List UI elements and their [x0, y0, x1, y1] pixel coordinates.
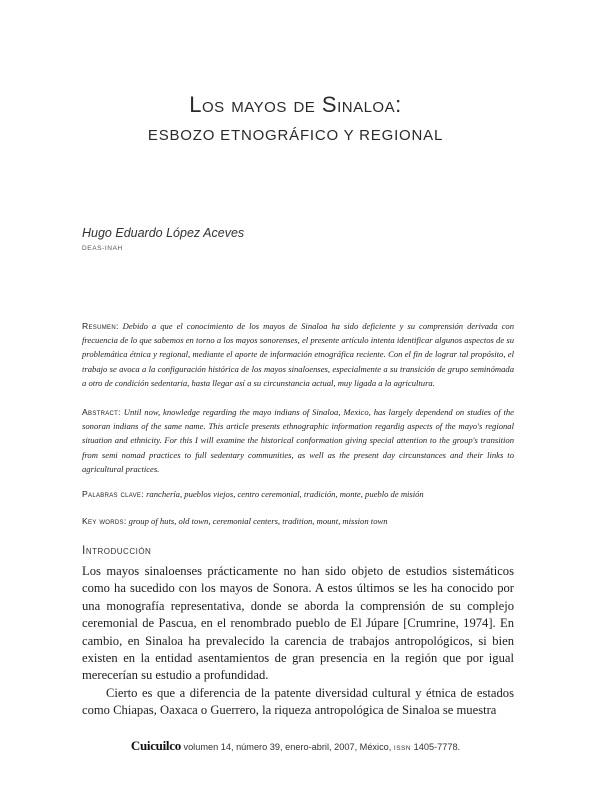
abstract-text: Until now, knowledge regarding the mayo indians of Sinaloa, Mexico, has largely dependend on studies of the sonoran indians of the same name. This article presents ethnographic information regardig aspects of the mayo's regional situation and ethnicity. For this I will examine the historical conformation giving special attention to the group's transition from semi nomad practices to full sedentary communities, as well as the present day circunstances and their links to agricultural practices. [82, 407, 514, 474]
abstract-paragraph [82, 405, 514, 476]
resumen-paragraph [82, 319, 514, 390]
abstract-label: Abstract: [82, 407, 121, 417]
section-heading: Introducción [82, 543, 152, 557]
body-paragraph-1: Los mayos sinaloenses prácticamente no han sido objeto de estudios sistemáticos como ha sucedido con los mayos de Sonora. A estos últimos se les ha conocido por una monografía representativa, donde se aborda la comprensión de su complejo ceremonial de Pascua, en el renombrado pueblo de El Júpare [Crumrine, 1974]. En cambio, en Sinaloa ha prevalecido la carencia de trabajos antropológicos, si bien existen en la entidad asentamientos de gran presencia en la región que por igual merecerían su estudio a profundidad. [82, 564, 514, 683]
palabras-clave-label: Palabras clave: [82, 489, 144, 499]
author-name: Hugo Eduardo López Aceves [82, 226, 245, 240]
key-words-paragraph [82, 514, 514, 528]
key-words-text: group of huts, old town, ceremonial centers, tradition, mount, mission town [128, 516, 388, 526]
body-paragraph-2: Cierto es que a diferencia de la patente diversidad cultural y étnica de estados como Chiapas, Oaxaca o Guerrero, la riqueza antropológica de Sinaloa se muestra [82, 685, 514, 718]
issn-number: 1405-7778. [413, 742, 461, 752]
issn-label: ISSN [393, 745, 412, 752]
page-footer [0, 738, 591, 754]
author-affiliation: DEAS-INAH [82, 245, 123, 252]
footer-citation: volumen 14, número 39, enero-abril, 2007, México, [183, 742, 392, 752]
palabras-clave-text: ranchería, pueblos viejos, centro ceremonial, tradición, monte, pueblo de misión [146, 489, 424, 499]
resumen-label: Resumen: [82, 321, 119, 331]
body-text [82, 563, 514, 720]
article-title: Los mayos de Sinaloa: [189, 92, 402, 117]
key-words-label: Key words: [82, 516, 127, 526]
resumen-text: Debido a que el conocimiento de los mayos de Sinaloa ha sido deficiente y su comprensión derivada con frecuencia de lo que sabemos en torno a los mayos sonorenses, el presente artículo intenta identificar algunos aspectos de su problemática étnica y regional, mediante el aporte de información etnográfica reciente. Con el fin de lograr tal propósito, el trabajo se avoca a la configuración histórica de los mayos sinaloenses, especialmente a su transición de grupo seminómada a otro de condición sedentaria, hasta llegar así a su circunstancia actual, muy ligada a la agricultura. [82, 321, 514, 388]
article-subtitle: ESBOZO ETNOGRÁFICO Y REGIONAL [147, 127, 444, 144]
journal-logo: Cuicuilco [130, 738, 181, 753]
palabras-clave-paragraph [82, 487, 514, 501]
